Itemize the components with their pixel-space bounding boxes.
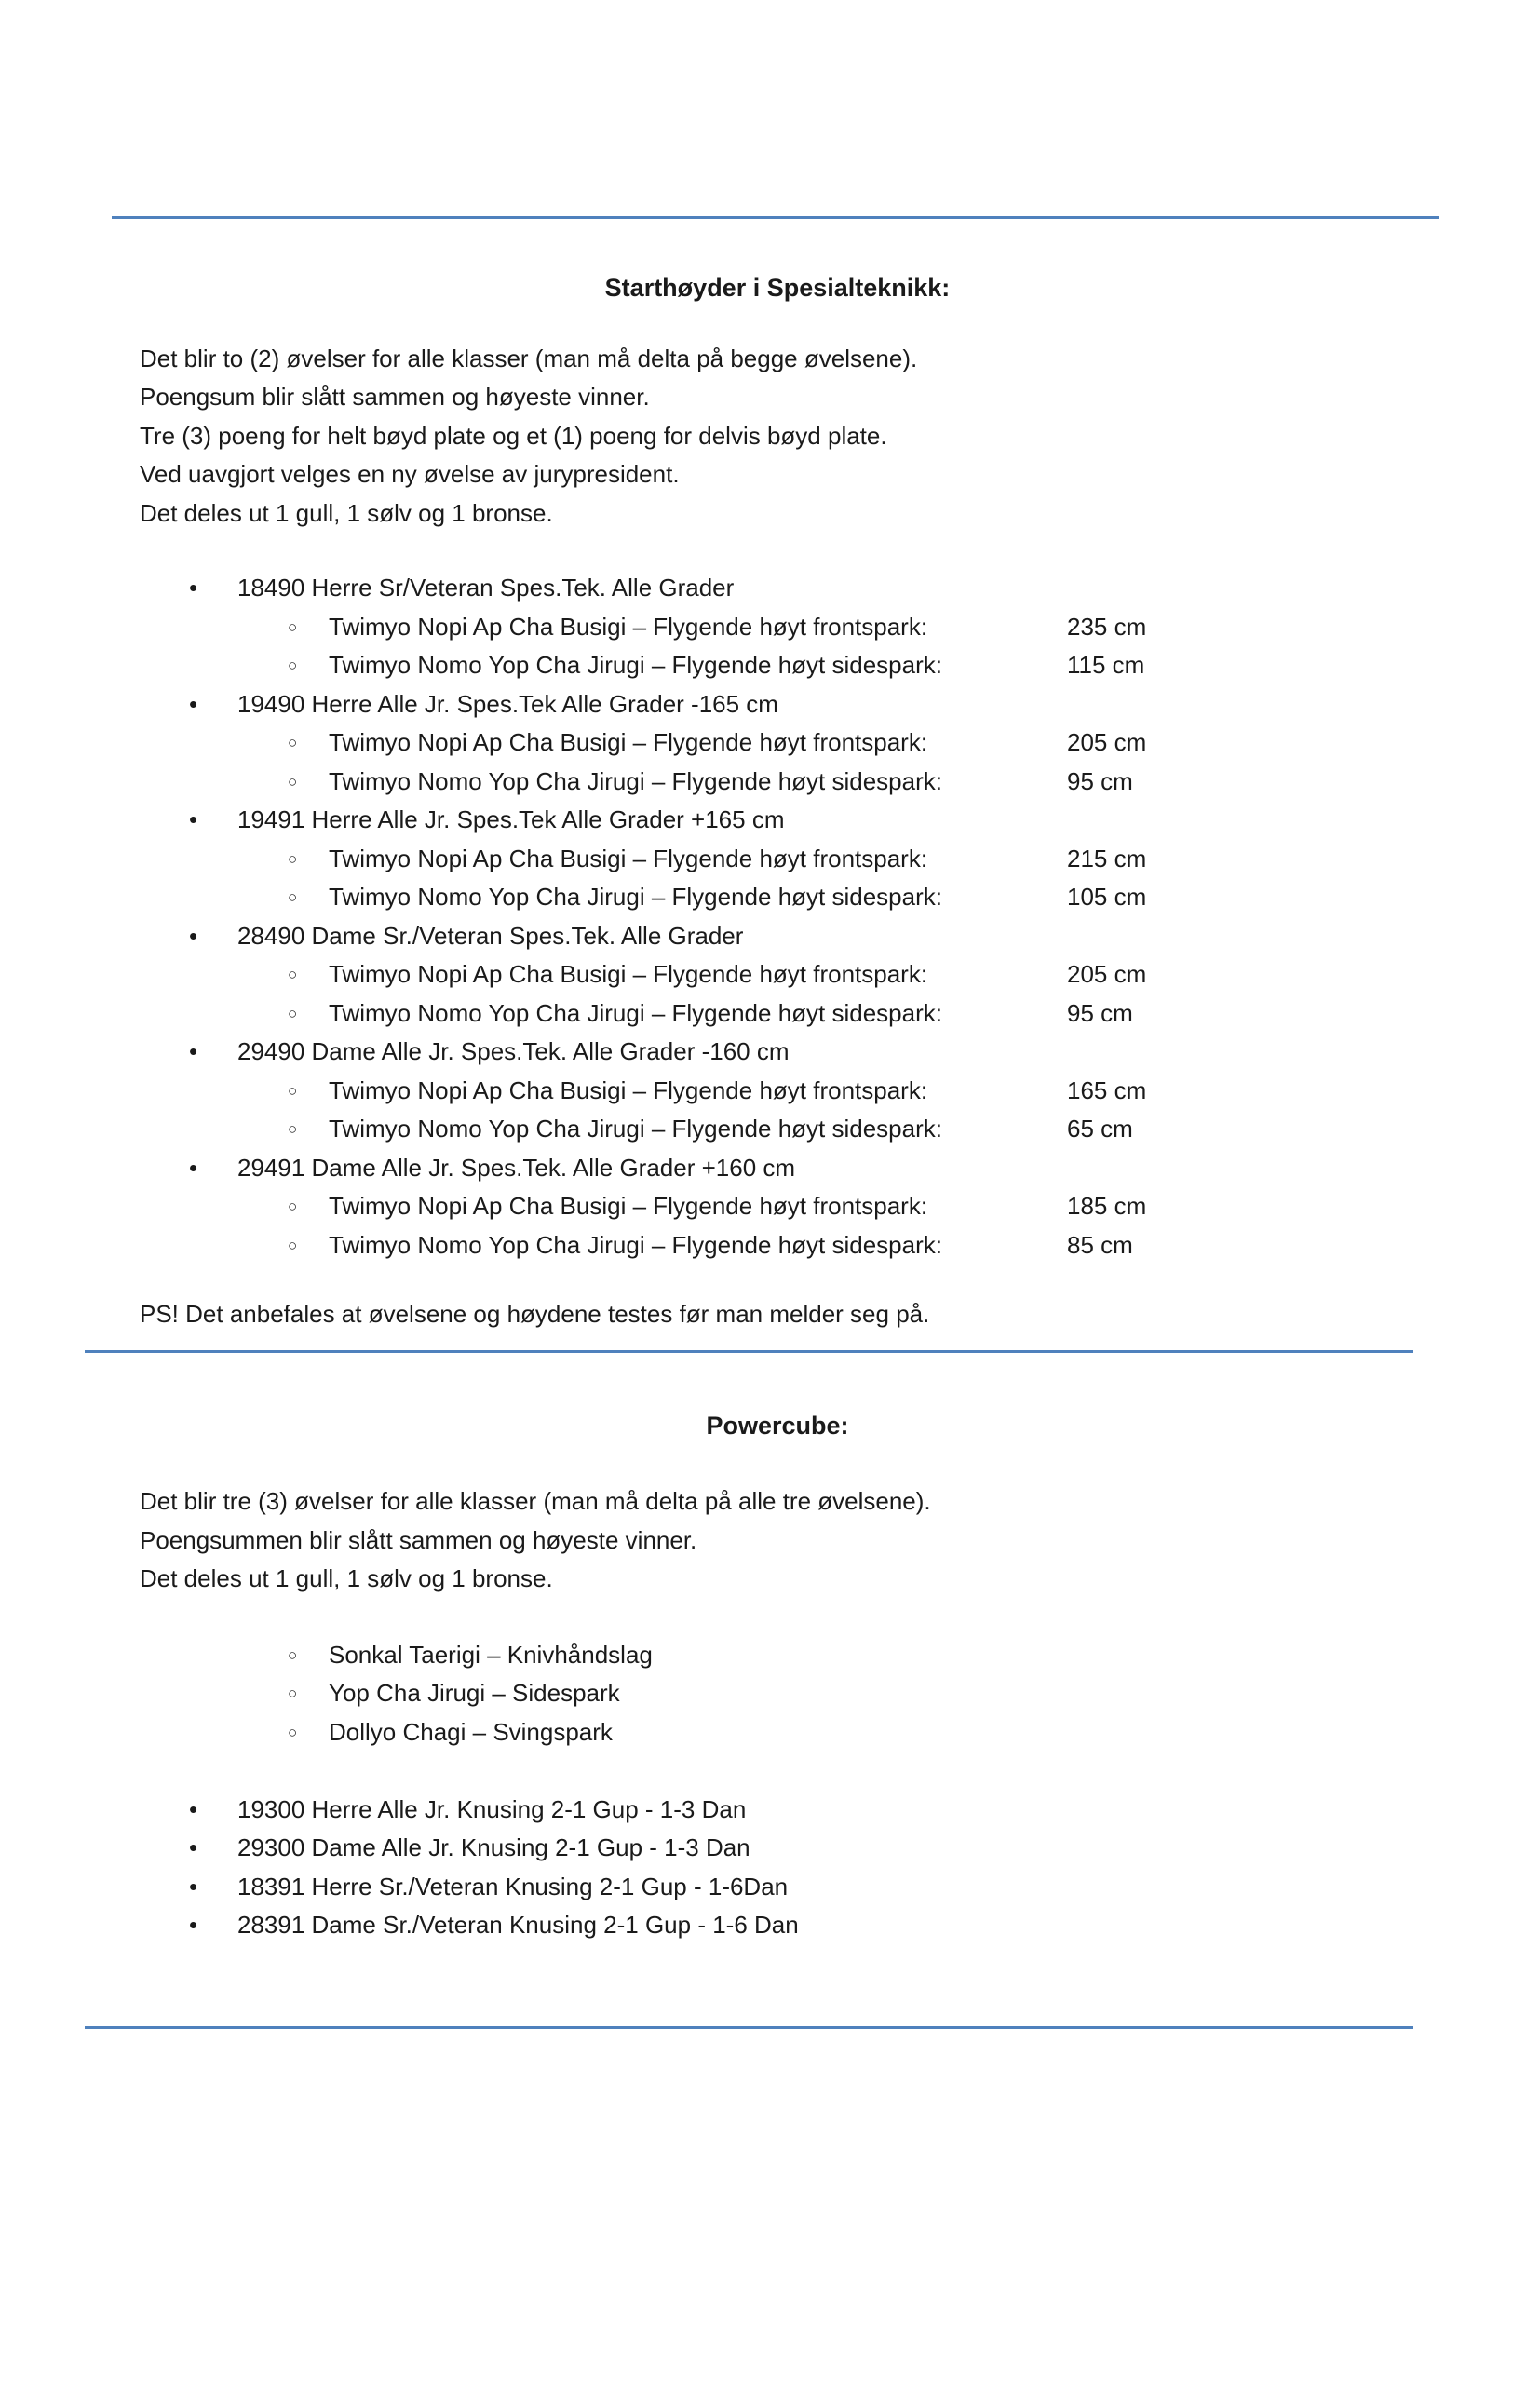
- bullet-circle-icon: ○: [288, 1081, 298, 1100]
- bullet-circle-icon: ○: [288, 888, 298, 906]
- exercise-height: 205 cm: [1067, 728, 1147, 756]
- bullet-circle-icon: ○: [288, 1684, 298, 1702]
- class-label: 19491 Herre Alle Jr. Spes.Tek Alle Grader +165 cm: [237, 805, 785, 833]
- exercise-height: 205 cm: [1067, 960, 1147, 988]
- exercise-label: Twimyo Nopi Ap Cha Busigi – Flygende høyt frontspark:: [329, 960, 928, 988]
- class-item: [0, 1829, 1540, 1868]
- class-label: 28391 Dame Sr./Veteran Knusing 2-1 Gup - 1-6 Dan: [237, 1911, 799, 1939]
- exercise-item: [0, 1072, 1540, 1111]
- class-label: 29490 Dame Alle Jr. Spes.Tek. Alle Grader -160 cm: [237, 1037, 790, 1065]
- exercise-label: Twimyo Nomo Yop Cha Jirugi – Flygende høyt sidespark:: [329, 1115, 942, 1143]
- exercise-label: Twimyo Nomo Yop Cha Jirugi – Flygende høyt sidespark:: [329, 1230, 942, 1259]
- powercube-exercise-item: [0, 1636, 1540, 1675]
- class-item: [0, 1906, 1540, 1945]
- exercise-label: Twimyo Nopi Ap Cha Busigi – Flygende høyt frontspark:: [329, 728, 928, 756]
- bullet-circle-icon: ○: [288, 1236, 298, 1254]
- class-label: 29300 Dame Alle Jr. Knusing 2-1 Gup - 1-3 Dan: [237, 1833, 750, 1861]
- section-divider-bottom: [85, 2026, 1413, 2029]
- exercise-label: Yop Cha Jirugi – Sidespark: [329, 1679, 620, 1707]
- exercise-height: 185 cm: [1067, 1192, 1147, 1220]
- exercise-item: [0, 1226, 1540, 1265]
- bullet-circle-icon: ○: [288, 1723, 298, 1741]
- powercube-exercise-item: [0, 1713, 1540, 1752]
- exercise-item: [0, 955, 1540, 994]
- exercise-height: 95 cm: [1067, 998, 1133, 1027]
- bullet-circle-icon: ○: [288, 1004, 298, 1022]
- exercise-item: [0, 840, 1540, 879]
- intro-line: Tre (3) poeng for helt bøyd plate og et (1) poeng for delvis bøyd plate.: [140, 421, 887, 450]
- bullet-circle-icon: ○: [288, 1645, 298, 1664]
- exercise-label: Twimyo Nomo Yop Cha Jirugi – Flygende høyt sidespark:: [329, 998, 942, 1027]
- exercise-label: Twimyo Nomo Yop Cha Jirugi – Flygende høyt sidespark:: [329, 766, 942, 795]
- exercise-height: 215 cm: [1067, 844, 1147, 872]
- bullet-circle-icon: ○: [288, 849, 298, 868]
- exercise-height: 115 cm: [1067, 651, 1145, 679]
- class-label: 28490 Dame Sr./Veteran Spes.Tek. Alle Grader: [237, 921, 744, 950]
- class-item: [0, 685, 1540, 724]
- exercise-label: Twimyo Nomo Yop Cha Jirugi – Flygende høyt sidespark:: [329, 883, 942, 911]
- exercise-item: [0, 646, 1540, 685]
- intro-line: Det deles ut 1 gull, 1 sølv og 1 bronse.: [140, 498, 553, 527]
- section2-intro: [140, 1482, 1415, 1599]
- class-item: [0, 1791, 1540, 1830]
- ps-note: PS! Det anbefales at øvelsene og høydene testes før man melder seg på.: [140, 1300, 930, 1328]
- bullet-disc-icon: •: [189, 1153, 198, 1182]
- bullet-disc-icon: •: [189, 805, 198, 833]
- exercise-item: [0, 1187, 1540, 1226]
- exercise-label: Twimyo Nomo Yop Cha Jirugi – Flygende høyt sidespark:: [329, 651, 942, 679]
- intro-line: Det deles ut 1 gull, 1 sølv og 1 bronse.: [140, 1564, 553, 1592]
- exercise-label: Twimyo Nopi Ap Cha Busigi – Flygende høyt frontspark:: [329, 1075, 928, 1104]
- bullet-disc-icon: •: [189, 689, 198, 718]
- intro-line: Ved uavgjort velges en ny øvelse av jurypresident.: [140, 460, 680, 488]
- intro-line: Det blir tre (3) øvelser for alle klasser (man må delta på alle tre øvelsene).: [140, 1487, 931, 1515]
- intro-line: Poengsum blir slått sammen og høyeste vinner.: [140, 383, 650, 411]
- exercise-label: Twimyo Nopi Ap Cha Busigi – Flygende høyt frontspark:: [329, 844, 928, 872]
- section-divider-top: [112, 216, 1439, 219]
- bullet-circle-icon: ○: [288, 772, 298, 791]
- bullet-circle-icon: ○: [288, 1120, 298, 1138]
- class-label: 18490 Herre Sr/Veteran Spes.Tek. Alle Grader: [237, 574, 735, 602]
- bullet-circle-icon: ○: [288, 1197, 298, 1215]
- exercise-item: [0, 878, 1540, 917]
- intro-line: Poengsummen blir slått sammen og høyeste vinner.: [140, 1525, 697, 1554]
- section1-title: Starthøyder i Spesialteknikk:: [604, 274, 951, 302]
- bullet-circle-icon: ○: [288, 966, 298, 983]
- class-item: [0, 917, 1540, 956]
- bullet-disc-icon: •: [189, 1037, 198, 1065]
- class-item: [0, 569, 1540, 608]
- exercise-height: 235 cm: [1067, 612, 1147, 641]
- exercise-label: Twimyo Nopi Ap Cha Busigi – Flygende høyt frontspark:: [329, 612, 928, 641]
- exercise-label: Dollyo Chagi – Svingspark: [329, 1717, 613, 1746]
- bullet-disc-icon: •: [189, 1872, 198, 1900]
- class-item: [0, 1868, 1540, 1907]
- bullet-disc-icon: •: [189, 1794, 198, 1823]
- exercise-label: Sonkal Taerigi – Knivhåndslag: [329, 1640, 653, 1669]
- class-item: [0, 1149, 1540, 1188]
- class-label: 29491 Dame Alle Jr. Spes.Tek. Alle Grader +160 cm: [237, 1153, 796, 1182]
- exercise-height: 165 cm: [1067, 1075, 1147, 1104]
- exercise-item: [0, 724, 1540, 763]
- intro-line: Det blir to (2) øvelser for alle klasser (man må delta på begge øvelsene).: [140, 344, 918, 372]
- bullet-disc-icon: •: [189, 921, 198, 950]
- blank-line: [0, 1752, 1540, 1791]
- exercise-height: 85 cm: [1067, 1230, 1133, 1259]
- bullet-circle-icon: ○: [288, 617, 298, 636]
- exercise-item: [0, 608, 1540, 647]
- class-item: [0, 801, 1540, 840]
- exercise-item: [0, 763, 1540, 802]
- bullet-disc-icon: •: [189, 1833, 198, 1861]
- exercise-item: [0, 1110, 1540, 1149]
- class-item: [0, 1033, 1540, 1072]
- exercise-item: [0, 994, 1540, 1034]
- powercube-exercise-item: [0, 1674, 1540, 1713]
- section2-lists: [0, 1636, 1540, 1945]
- bullet-disc-icon: •: [189, 574, 198, 602]
- class-label: 19490 Herre Alle Jr. Spes.Tek Alle Grader -165 cm: [237, 689, 778, 718]
- exercise-label: Twimyo Nopi Ap Cha Busigi – Flygende høyt frontspark:: [329, 1192, 928, 1220]
- section-divider-middle: [85, 1350, 1413, 1353]
- exercise-height: 95 cm: [1067, 766, 1133, 795]
- section1-intro: [140, 340, 1415, 534]
- section1-class-list: [0, 569, 1540, 1265]
- class-label: 18391 Herre Sr./Veteran Knusing 2-1 Gup - 1-6Dan: [237, 1872, 789, 1900]
- section2-title: Powercube:: [706, 1411, 849, 1440]
- document-page: [0, 216, 1540, 2394]
- exercise-height: 105 cm: [1067, 883, 1147, 911]
- bullet-disc-icon: •: [189, 1911, 198, 1939]
- class-label: 19300 Herre Alle Jr. Knusing 2-1 Gup - 1-3 Dan: [237, 1794, 747, 1823]
- bullet-circle-icon: ○: [288, 734, 298, 751]
- bullet-circle-icon: ○: [288, 656, 298, 674]
- exercise-height: 65 cm: [1067, 1115, 1133, 1143]
